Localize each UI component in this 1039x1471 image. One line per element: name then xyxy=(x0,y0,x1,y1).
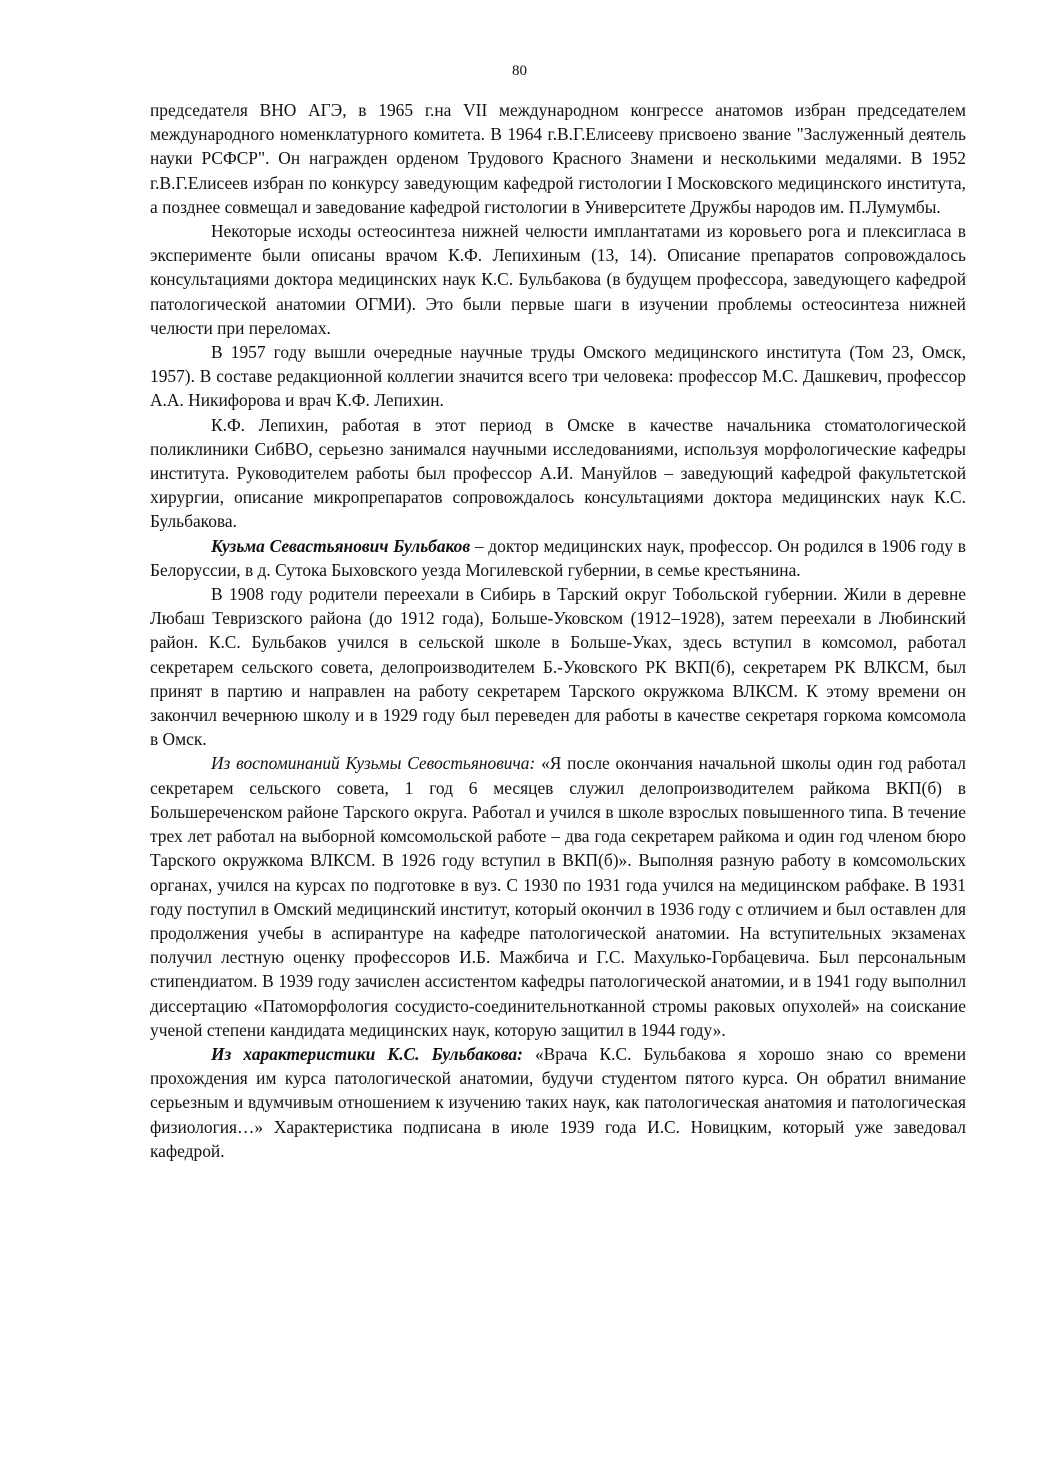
paragraph-text: председателя ВНО АГЭ, в 1965 г.на VII международном конгрессе анатомов избран председателем международного номенклатурного комитета. В 1964 г.В.Г.Елисееву присвоено звание "Заслуженный деятель науки РСФСР". Он награжден орденом Трудового Красного Знамени и несколькими медалями. В 1952 г.В.Г.Елисеев избран по конкурсу заведующим кафедрой гистологии I Московского медицинского института, а позднее совмещал и заведование кафедрой гистологии в Университете Дружбы народов им. П.Лумумбы. xyxy=(150,100,966,217)
paragraph-bulbakov-memoirs xyxy=(150,751,966,1041)
paragraph-bulbakov-intro xyxy=(150,534,966,582)
paragraph-osteosynthesis xyxy=(150,219,966,340)
page-number: 80 xyxy=(512,63,527,79)
paragraph-lead-reference: Из характеристики К.С. Бульбакова: xyxy=(211,1043,523,1064)
paragraph-eliseev-biography xyxy=(150,98,966,219)
paragraph-lead-memoirs: Из воспоминаний Кузьмы Севостьяновича: xyxy=(211,753,536,774)
paragraph-text: «Врача К.С. Бульбакова я хорошо знаю со времени прохождения им курса патологической анатомии, будучи студентом пятого курса. Он обратил внимание серьезным и вдумчивым отношением к изучению таких наук, как патологическая анатомия и патологическая физиология…» Характеристика подписана в июле 1939 года И.С. Новицким, который уже заведовал кафедрой. xyxy=(150,1043,966,1161)
paragraph-lepikhin-research xyxy=(150,413,966,534)
body-text xyxy=(150,98,966,1163)
paragraph-text: – доктор медицинских наук, профессор. Он родился в 1906 году в Белоруссии, в д. Сутока Быховского уезда Могилевской губернии, в семье крестьянина. xyxy=(150,535,966,580)
paragraph-text: «Я после окончания начальной школы один год работал секретарем сельского совета, 1 год 6 месяцев служил делопроизводителем райкома ВКП(б) в Большереченском районе Тарского округа. Работал и учился в школе взрослых повышенного типа. В течение трех лет работал на выборной комсомольской работе – два года секретарем райкома и один год членом бюро Тарского окружкома ВЛКСМ. В 1926 году вступил в ВКП(б)». Выполняя разную работу в комсомольских органах, учился на курсах по подготовке в вуз. С 1930 по 1931 года учился на медицинском рабфаке. В 1931 году поступил в Омский медицинский институт, который окончил в 1936 году с отличием и был оставлен для продолжения учебы в аспирантуре на кафедре патологической анатомии. На вступительных экзаменах получил лестную оценку профессоров И.Б. Мажбича и Г.С. Махулько-Горбацевича. Был персональным стипендиатом. В 1939 году зачислен ассистентом кафедры патологической анатомии, и в 1941 году выполнил диссертацию «Патоморфология сосудисто-соединительнотканной стромы раковых опухолей» на соискание ученой степени кандидата медицинских наук, которую защитил в 1944 году». xyxy=(150,753,966,1040)
paragraph-lead-name: Кузьма Севастьянович Бульбаков xyxy=(211,535,471,556)
paragraph-text: В 1957 году вышли очередные научные труды Омского медицинского института (Том 23, Омск, 1957). В составе редакционной коллегии значится всего три человека: профессор М.С. Дашкевич, профессор А.А. Никифорова и врач К.Ф. Лепихин. xyxy=(150,342,966,411)
paragraph-scientific-works-1957 xyxy=(150,340,966,413)
paragraph-bulbakov-early-life xyxy=(150,582,966,751)
paragraph-bulbakov-reference xyxy=(150,1042,966,1163)
paragraph-text: Некоторые исходы остеосинтеза нижней челюсти имплантатами из коровьего рога и плексигласа в эксперименте были описаны врачом К.Ф. Лепихиным (13, 14). Описание препаратов сопровождалось консультациями доктора медицинских наук К.С. Бульбакова (в будущем профессора, заведующего кафедрой патологической анатомии ОГМИ). Это были первые шаги в изучении проблемы остеосинтеза нижней челюсти при переломах. xyxy=(150,221,966,338)
paragraph-text: В 1908 году родители переехали в Сибирь в Тарский округ Тобольской губернии. Жили в деревне Любаш Тевризского района (до 1912 года), Больше-Уковском (1912–1928), затем переехали в Любинский район. К.С. Бульбаков учился в сельской школе в Больше-Уках, здесь вступил в комсомол, работал секретарем сельского совета, делопроизводителем Б.-Уковского РК ВКП(б), секретарем РК ВЛКСМ, был принят в партию и направлен на работу секретарем Тарского окружкома ВЛКСМ. К этому времени он закончил вечернюю школу и в 1929 году был переведен для работы в качестве секретаря горкома комсомола в Омск. xyxy=(150,584,966,750)
paragraph-text: К.Ф. Лепихин, работая в этот период в Омске в качестве начальника стоматологической поликлиники СибВО, серьезно занимался научными исследованиями, используя морфологические кафедры института. Руководителем работы был профессор А.И. Мануйлов – заведующий кафедрой факультетской хирургии, описание микропрепаратов сопровождалось консультациями доктора медицинских наук К.С. Бульбакова. xyxy=(150,414,966,532)
